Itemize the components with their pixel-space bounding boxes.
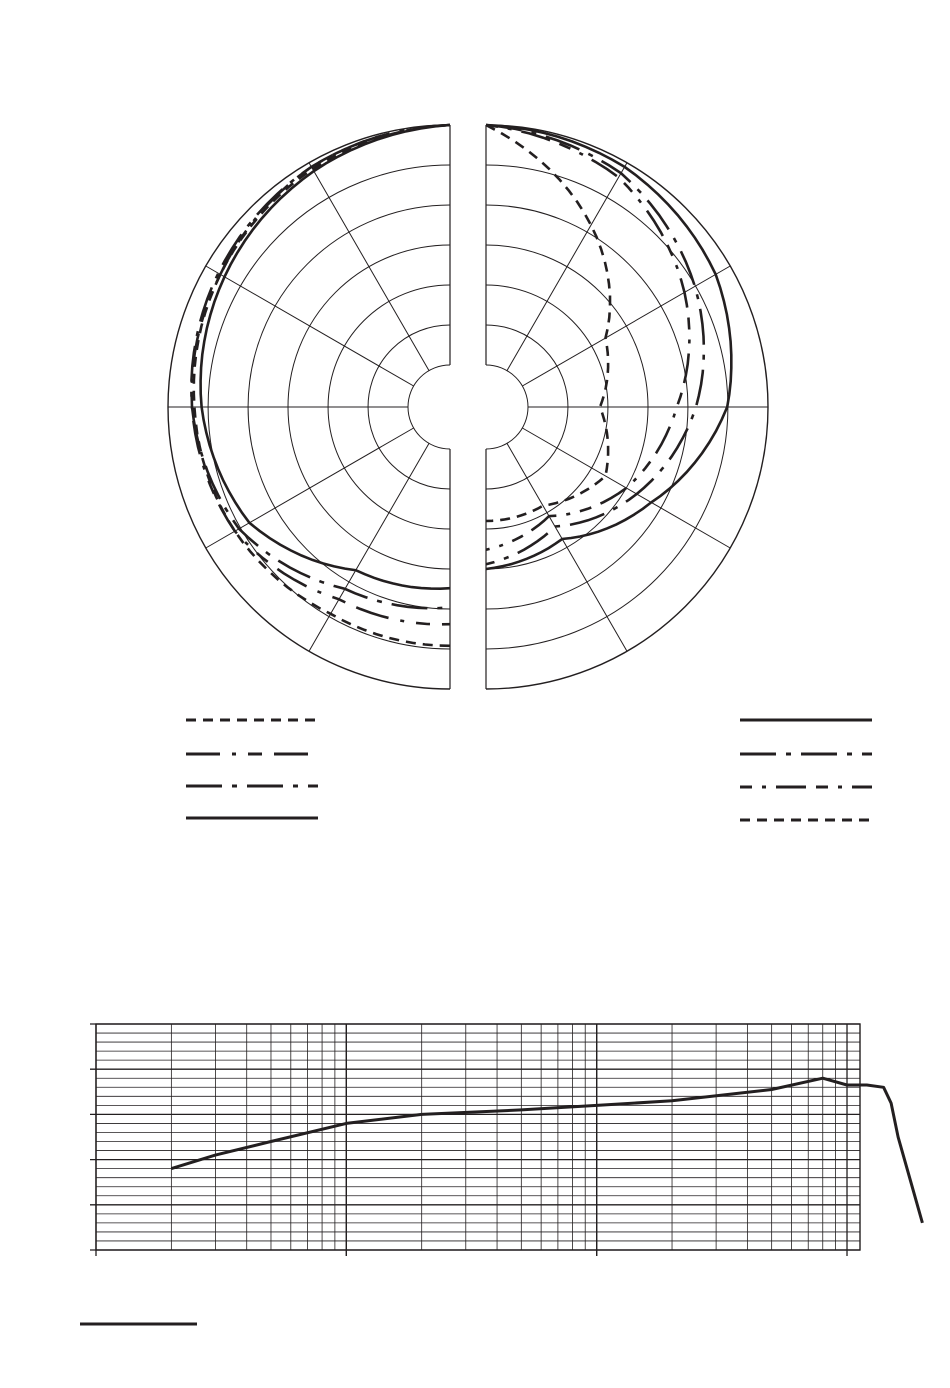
polar-curve-left-3 — [192, 125, 450, 624]
polar-spoke — [309, 163, 429, 371]
polar-spoke — [309, 443, 429, 651]
frequency-response-chart — [0, 1000, 950, 1280]
polar-curves — [191, 125, 731, 646]
polar-spoke — [522, 266, 730, 386]
polar-spoke — [206, 266, 414, 386]
frequency-grid — [90, 1024, 860, 1256]
polar-ring — [408, 365, 450, 449]
polar-curve-right-4 — [486, 125, 610, 521]
polar-spoke — [507, 163, 627, 371]
polar-curve-left-4 — [194, 125, 450, 646]
polar-spoke — [206, 428, 414, 548]
freq-frame — [96, 1024, 860, 1250]
polar-legend — [186, 720, 872, 820]
polar-spoke — [507, 443, 627, 651]
polar-curve-right-3 — [486, 125, 689, 550]
polar-curve-left-1 — [201, 125, 450, 589]
polar-spoke — [522, 428, 730, 548]
polar-grid — [168, 125, 768, 689]
polar-curve-right-1 — [486, 125, 731, 569]
polar-curve-left-2 — [191, 125, 450, 608]
reference-line — [0, 1310, 950, 1340]
polar-ring — [486, 365, 528, 449]
